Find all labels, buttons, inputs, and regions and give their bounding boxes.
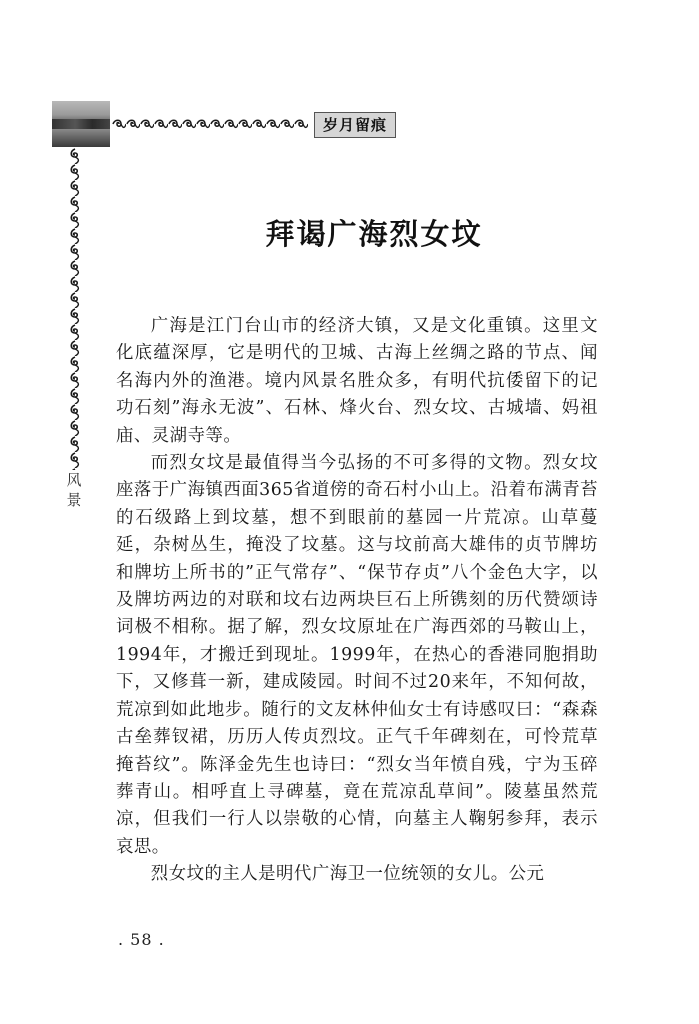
side-label-char: 风 — [66, 471, 82, 489]
article-title: 拜谒广海烈女坟 — [265, 217, 483, 251]
header-landscape-image — [52, 101, 110, 147]
side-label-char: 景 — [66, 491, 82, 509]
article-body — [116, 313, 598, 889]
paragraph: 烈女坟的主人是明代广海卫一位统领的女儿。公元 — [150, 864, 545, 885]
header-ornament-border — [112, 116, 308, 132]
left-ornament-border-lower — [66, 518, 84, 918]
page-number: . 58 . — [118, 930, 165, 949]
side-category-label — [62, 470, 86, 510]
left-ornament-border — [66, 148, 84, 470]
paragraph: 广海是江门台山市的经济大镇，又是文化重镇。这里文化底蕴深厚，它是明代的卫城、古海上丝绸之路的节点、闻名海内外的渔港。境内风景名胜众多，有明代抗倭留下的记功石刻”海永无波”、石林、烽火台、烈女坟、古城墙、妈祖庙、灵湖寺等。 — [116, 316, 598, 446]
paragraph: 而烈女坟是最值得当今弘扬的不可多得的文物。烈女坟座落于广海镇西面365省道傍的奇石村小山上。沿着布满青苔的石级路上到坟墓，想不到眼前的墓园一片荒凉。山草蔓延，杂树丛生，掩没了坟墓。这与坟前高大雄伟的贞节牌坊和牌坊上所书的”正气常存”、“保节存贞”八个金色大字，以及牌坊两边的对联和坟右边两块巨石上所镌刻的历代赞颂诗词极不相称。据了解，烈女坟原址在广海西郊的马鞍山上，1994年，才搬迁到现址。1999年，在热心的香港同胞捐助下，又修葺一新，建成陵园。时间不过20来年，不知何故，荒凉到如此地步。随行的文友林仲仙女士有诗感叹曰：“森森古垒葬钗裙，历历人传贞烈坟。正气千年碑刻在，可怜荒草掩苔纹”。陈泽金先生也诗曰：“烈女当年愤自残，宁为玉碎葬青山。相呼直上寻碑墓，竟在荒凉乱草间”。陵墓虽然荒凉，但我们一行人以崇敬的心情，向墓主人鞠躬参拜，表示哀思。 — [116, 453, 598, 857]
section-label: 岁月留痕 — [314, 112, 396, 138]
